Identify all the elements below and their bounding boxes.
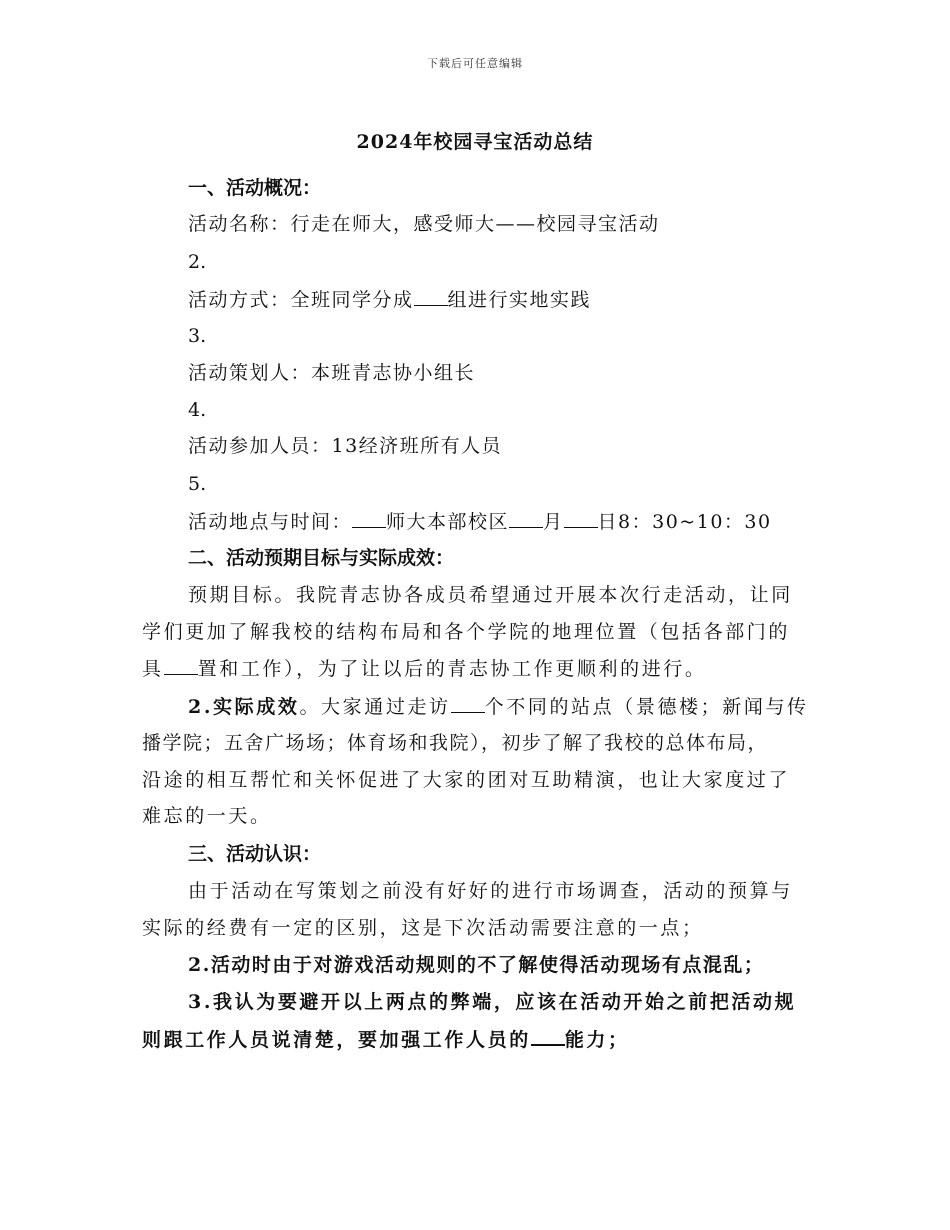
list-number: 4.: [188, 399, 207, 421]
text-segment: 具: [142, 658, 164, 680]
text-line: 2.活动时由于对游戏活动规则的不了解使得活动现场有点混乱；: [188, 954, 765, 976]
list-number: 2.: [188, 251, 207, 273]
page-title: 2024年校园寻宝活动总结: [356, 131, 594, 153]
text-segment: 月: [543, 511, 564, 533]
text-line: [188, 287, 591, 312]
blank-underline: [414, 287, 448, 306]
blank-underline: [531, 1026, 565, 1046]
text-segment: 日8：30~10：30: [597, 511, 772, 533]
text-segment: 组进行实地实践: [447, 289, 592, 311]
text-segment-bold: 2.实际成效: [188, 696, 300, 718]
text-line: 由于活动在写策划之前没有好好的进行市场调查，活动的预算与: [188, 880, 793, 902]
text-line: 活动策划人：本班青志协小组长: [188, 362, 476, 384]
header-note: 下载后可任意编辑: [427, 57, 523, 70]
text-segment: 。大家通过走访: [299, 696, 451, 718]
text-line: 活动名称：行走在师大，感受师大——校园寻宝活动: [188, 213, 660, 235]
text-segment: 活动方式：全班同学分成: [188, 289, 414, 311]
text-line: 预期目标。我院青志协各成员希望通过开展本次行走活动，让同: [188, 584, 793, 606]
text-line: [142, 1026, 630, 1052]
text-segment: 能力；: [564, 1029, 630, 1051]
text-line: [188, 694, 809, 719]
text-segment: 则跟工作人员说清楚，要加强工作人员的: [142, 1029, 531, 1051]
section-heading-1: 一、活动概况：: [188, 177, 322, 199]
text-line: 学们更加了解我校的结构布局和各个学院的地理位置（包括各部门的: [142, 621, 791, 643]
text-segment: 置和工作），为了让以后的青志协工作更顺利的进行。: [197, 658, 707, 680]
blank-underline: [164, 656, 198, 675]
blank-underline: [451, 694, 485, 713]
text-line: 活动参加人员：13经济班所有人员: [188, 435, 503, 457]
text-line: 难忘的一天。: [142, 805, 272, 827]
list-number: 3.: [188, 325, 207, 347]
section-heading-3: 三、活动认识：: [188, 843, 322, 865]
list-number: 5.: [188, 473, 207, 495]
blank-underline: [564, 509, 598, 528]
text-segment: 活动地点与时间：: [188, 511, 353, 533]
text-line: 沿途的相互帮忙和关怀促进了大家的团对互助精演，也让大家度过了: [142, 769, 791, 791]
text-line: 实际的经费有一定的区别，这是下次活动需要注意的一点；: [142, 917, 704, 939]
text-segment: 师大本部校区: [386, 511, 510, 533]
blank-underline: [509, 509, 543, 528]
text-line: [142, 656, 707, 681]
text-line: [188, 509, 772, 534]
section-heading-2: 二、活动预期目标与实际成效：: [188, 547, 455, 569]
blank-underline: [352, 509, 386, 528]
text-line: 3.我认为要避开以上两点的弊端，应该在活动开始之前把活动规: [188, 991, 797, 1013]
text-line: 播学院；五舍广场场；体育场和我院），初步了解了我校的总体布局，: [142, 732, 769, 754]
text-segment: 个不同的站点（景德楼；新闻与传: [484, 696, 809, 718]
